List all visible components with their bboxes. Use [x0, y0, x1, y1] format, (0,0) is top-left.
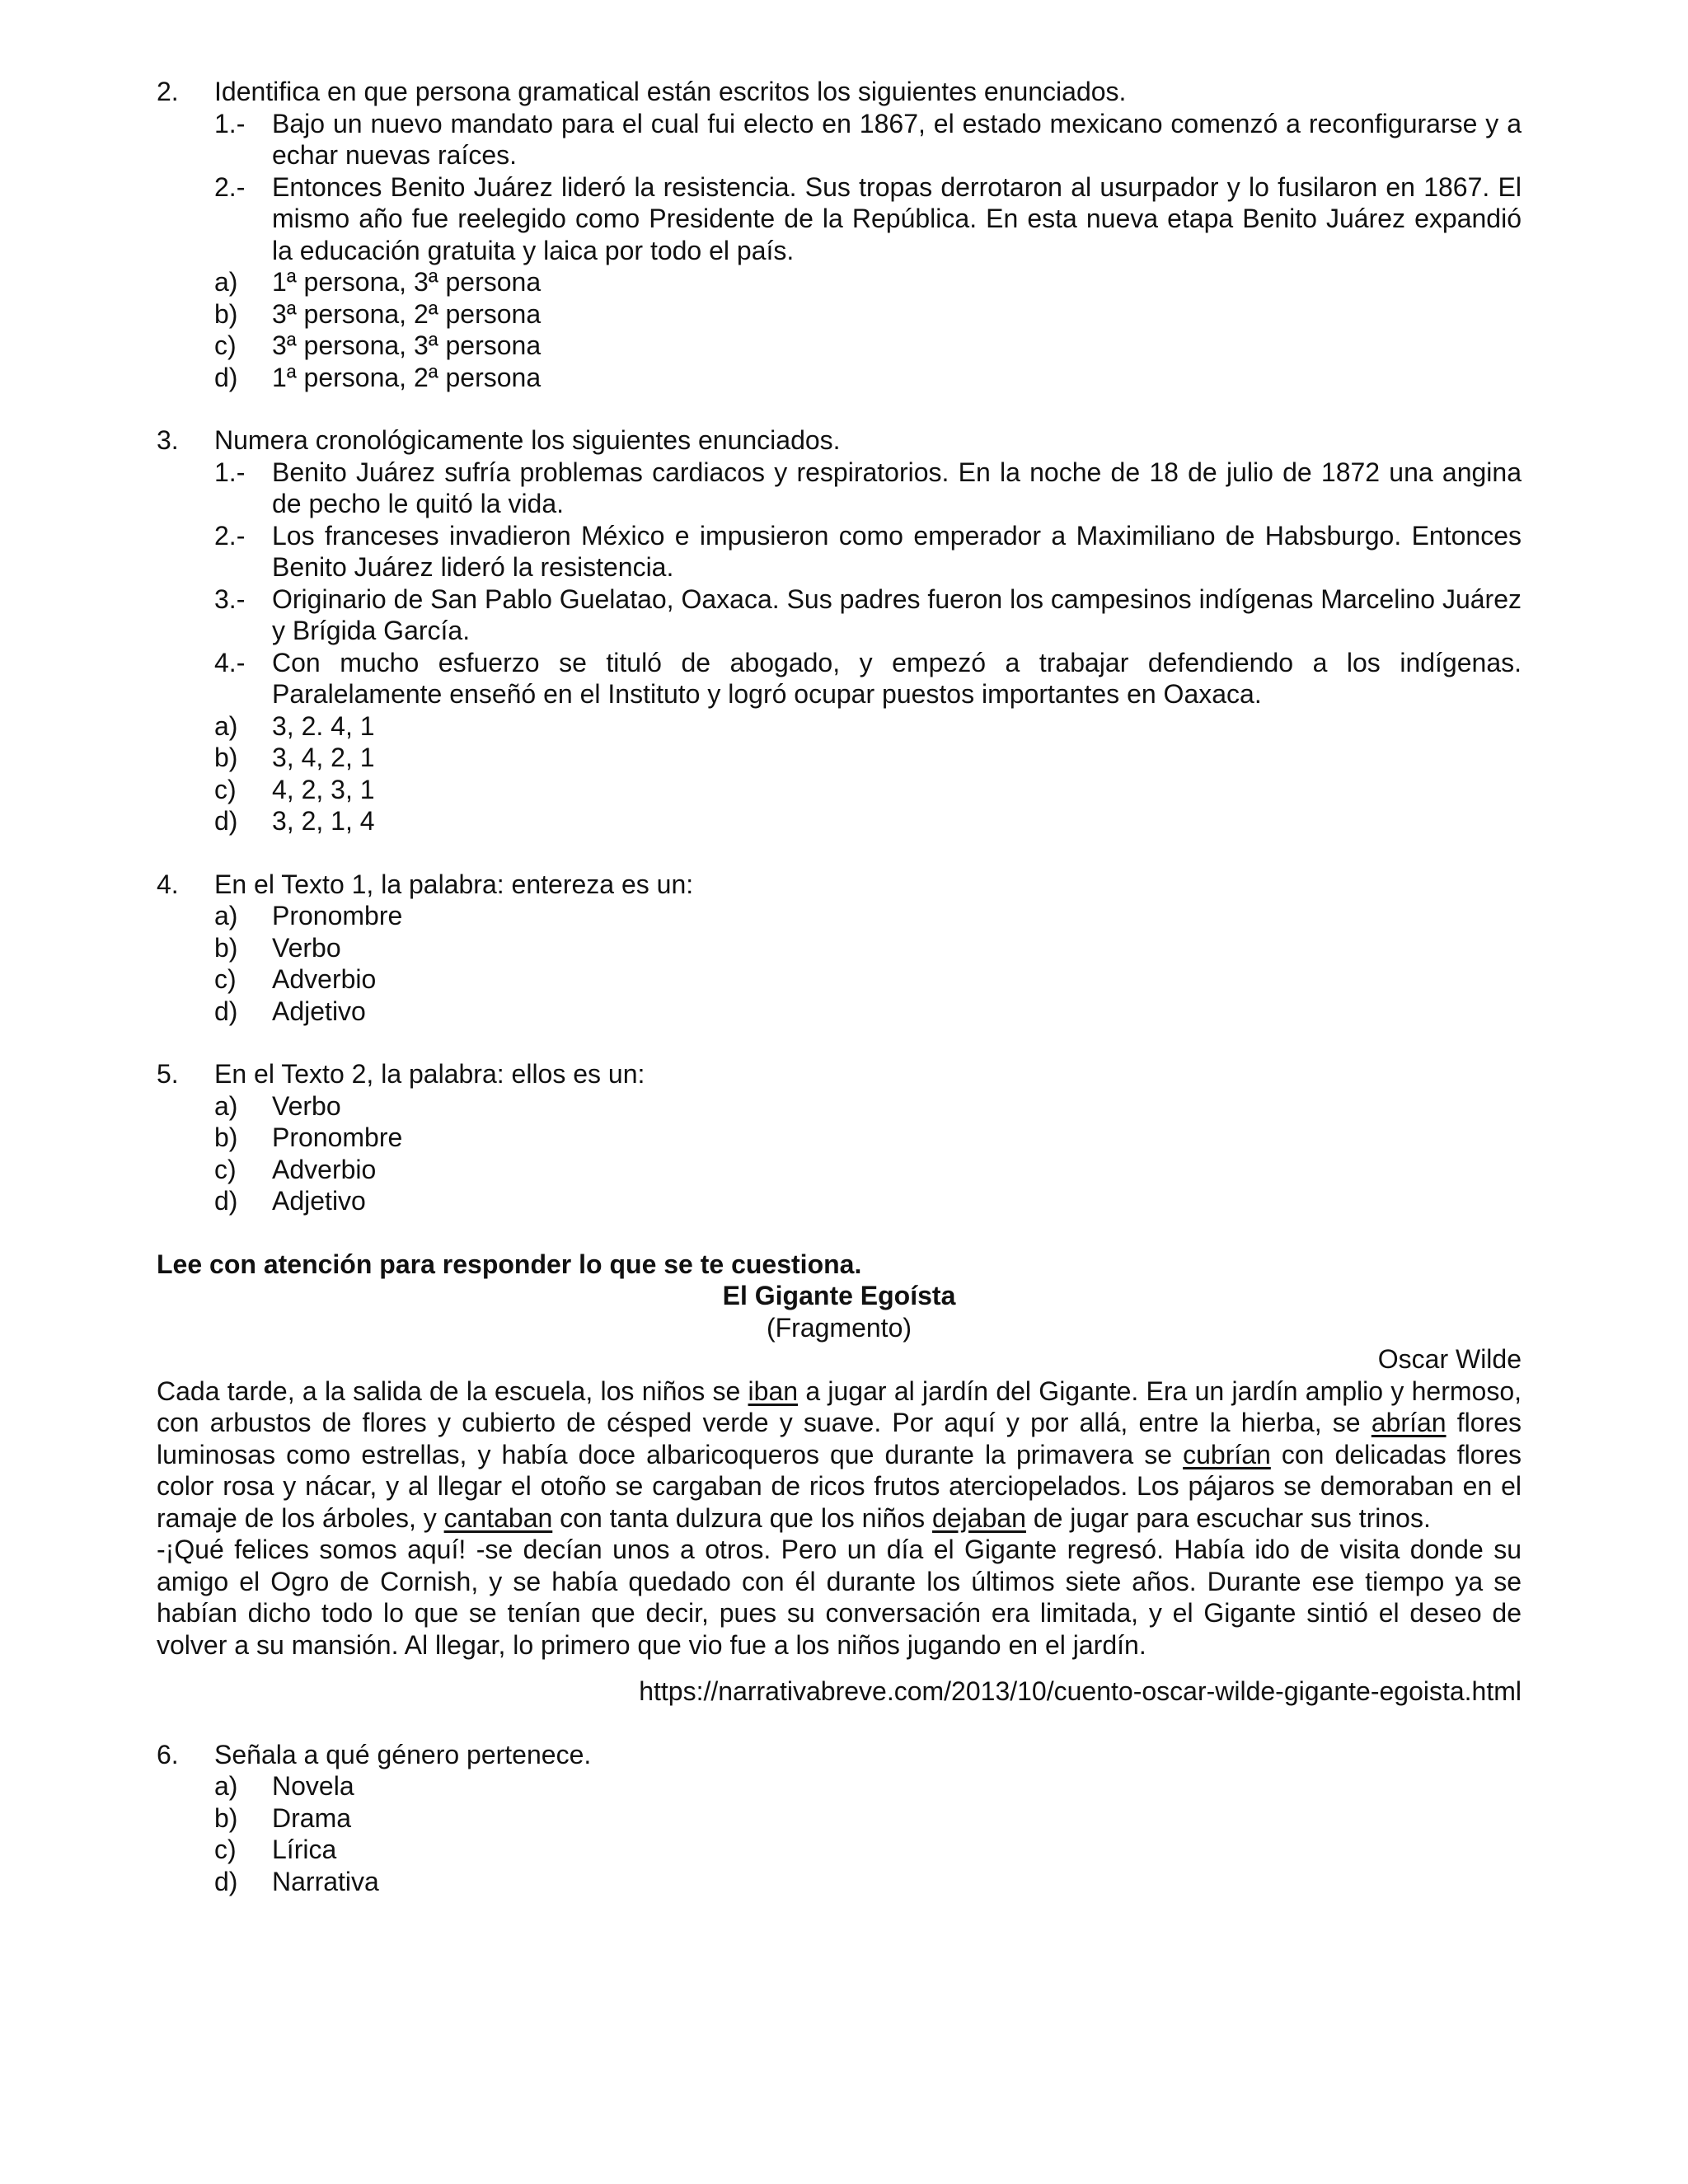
option-label: d) — [214, 1866, 238, 1896]
option-label: c) — [214, 330, 237, 360]
option-label: b) — [214, 743, 238, 772]
option-label: a) — [214, 1090, 238, 1121]
option-label: c) — [214, 774, 237, 804]
story-paragraph-2: -¡Qué felices somos aquí! -se decían unos a otros. Pero un día el Gigante regresó. Había ido de visita donde su amigo el Ogro de Cornish, y se había quedado con él durante los últimos siete años. Durante ese tiempo ya se habían dicho todo lo que se tenían que decir, pues su conversación era limitada, y el Gigante sintió el deseo de volver a su mansión. Al llegar, lo primero que vio fue a los niños jugando en el jardín. — [157, 1535, 1522, 1660]
statement-text: Benito Juárez sufría problemas cardiacos y respiratorios. En la noche de 18 de julio de 1872 una angina de pecho le quitó la vida. — [272, 457, 1522, 518]
story-author: Oscar Wilde — [1377, 1344, 1522, 1374]
answer-option — [157, 1090, 1522, 1122]
answer-option — [157, 266, 1522, 298]
question-number: 5. — [157, 1059, 179, 1089]
question-number: 6. — [157, 1739, 179, 1769]
option-text: Adverbio — [272, 964, 377, 994]
option-text: 3ª persona, 3ª persona — [272, 330, 542, 360]
text-run: con delicadas flores color rosa y nácar, y al llegar el otoño se cargaban de ricos frutos aterciopelados. Los pájaros se demoraban en el ramaje de los árboles, y — [157, 1439, 1522, 1533]
statement — [157, 108, 1522, 171]
option-text: Verbo — [272, 1090, 341, 1121]
option-text: 1ª persona, 3ª persona — [272, 267, 542, 297]
option-label: c) — [214, 1835, 237, 1864]
underlined-word: cubrían — [1183, 1439, 1271, 1469]
story-subtitle: (Fragmento) — [766, 1312, 912, 1343]
statement-text: Los franceses invadieron México e impusieron como emperador a Maximiliano de Habsburgo. Entonces Benito Juárez lideró la resistencia. — [272, 520, 1522, 582]
option-label: b) — [214, 1802, 238, 1833]
option-text: 3, 2. 4, 1 — [272, 710, 375, 741]
answer-option — [157, 1834, 1522, 1866]
question-prompt: En el Texto 1, la palabra: entereza es un: — [214, 869, 694, 899]
option-text: Adjetivo — [272, 1186, 366, 1216]
statement-label: 4.- — [214, 647, 246, 677]
option-text: 3, 4, 2, 1 — [272, 743, 375, 772]
statement-label: 1.- — [214, 457, 246, 487]
question-6 — [157, 1739, 1522, 1898]
answer-option — [157, 1866, 1522, 1898]
answer-option — [157, 963, 1522, 996]
statement — [157, 171, 1522, 267]
text-run: de jugar para escuchar sus trinos. — [1025, 1502, 1431, 1533]
statement-text: Con mucho esfuerzo se tituló de abogado, y empezó a trabajar defendiendo a los indígenas. Paralelamente enseñó en el Instituto y logró ocupar puestos importantes en Oaxaca. — [272, 647, 1522, 709]
statement-label: 3.- — [214, 583, 246, 614]
statement — [157, 520, 1522, 583]
source-url: https://narrativabreve.com/2013/10/cuento-oscar-wilde-gigante-egoista.html — [639, 1676, 1522, 1706]
option-label: b) — [214, 932, 238, 963]
answer-option — [157, 900, 1522, 932]
answer-option — [157, 298, 1522, 330]
exam-page — [157, 76, 1522, 1929]
option-text: Novela — [272, 1771, 354, 1801]
question-number: 2. — [157, 77, 179, 106]
option-label: c) — [214, 1154, 237, 1184]
answer-option — [157, 996, 1522, 1028]
question-prompt: Identifica en que persona gramatical están escritos los siguientes enunciados. — [214, 77, 1127, 106]
underlined-word: dejaban — [932, 1502, 1026, 1533]
statement — [157, 583, 1522, 647]
statement-label: 2.- — [214, 171, 246, 202]
option-label: d) — [214, 362, 238, 392]
option-label: a) — [214, 1771, 238, 1801]
option-text: Narrativa — [272, 1866, 379, 1896]
option-text: 3, 2, 1, 4 — [272, 806, 375, 836]
answer-option — [157, 710, 1522, 743]
option-text: Drama — [272, 1802, 352, 1833]
reading-instruction: Lee con atención para responder lo que se te cuestiona. — [157, 1249, 862, 1279]
option-label: d) — [214, 996, 238, 1026]
option-label: c) — [214, 964, 237, 994]
answer-option — [157, 362, 1522, 394]
text-run: Cada tarde, a la salida de la escuela, los niños se — [157, 1376, 748, 1406]
answer-option — [157, 1185, 1522, 1217]
question-prompt: Numera cronológicamente los siguientes enunciados. — [214, 425, 841, 455]
text-run: a jugar al jardín del Gigante. Era un jardín amplio y hermoso, con arbustos de flores y cubierto de césped verde y suave. Por aquí y por allá, entre la hierba, se — [157, 1376, 1522, 1437]
statement-label: 1.- — [214, 108, 246, 138]
question-prompt: En el Texto 2, la palabra: ellos es un: — [214, 1059, 645, 1089]
option-label: d) — [214, 1186, 238, 1216]
underlined-word: iban — [748, 1376, 799, 1406]
option-text: Pronombre — [272, 901, 403, 930]
option-text: Lírica — [272, 1835, 337, 1864]
answer-option — [157, 1770, 1522, 1802]
question-4 — [157, 869, 1522, 1028]
option-text: Pronombre — [272, 1122, 403, 1152]
question-2 — [157, 76, 1522, 393]
underlined-word: cantaban — [443, 1502, 553, 1533]
text-run: con tanta dulzura que los niños — [552, 1502, 933, 1533]
answer-option — [157, 1802, 1522, 1835]
question-number: 4. — [157, 869, 179, 899]
option-text: Adjetivo — [272, 996, 366, 1026]
story-paragraph-1 — [157, 1376, 1522, 1535]
reading-section — [157, 1249, 1522, 1708]
option-label: b) — [214, 298, 238, 329]
statement — [157, 457, 1522, 520]
statement — [157, 647, 1522, 710]
option-text: Adverbio — [272, 1154, 377, 1184]
question-3 — [157, 424, 1522, 837]
text-run: flores luminosas como estrellas, y había doce albaricoqueros que durante la primavera se — [157, 1408, 1522, 1469]
statement-text: Entonces Benito Juárez lideró la resistencia. Sus tropas derrotaron al usurpador y lo fusilaron en 1867. El mismo año fue reelegido como Presidente de la República. En esta nueva etapa Benito Juárez expandió la educación gratuita y laica por todo el país. — [272, 171, 1522, 265]
statement-text: Originario de San Pablo Guelatao, Oaxaca. Sus padres fueron los campesinos indígenas Marcelino Juárez y Brígida García. — [272, 583, 1522, 645]
option-text: 3ª persona, 2ª persona — [272, 298, 542, 329]
option-label: a) — [214, 267, 238, 297]
option-label: a) — [214, 901, 238, 930]
answer-option — [157, 330, 1522, 362]
answer-option — [157, 742, 1522, 774]
answer-option — [157, 774, 1522, 806]
answer-option — [157, 1122, 1522, 1154]
option-label: b) — [214, 1122, 238, 1152]
option-text: Verbo — [272, 932, 341, 963]
question-5 — [157, 1058, 1522, 1217]
answer-option — [157, 1154, 1522, 1186]
statement-label: 2.- — [214, 520, 246, 551]
answer-option — [157, 932, 1522, 964]
question-number: 3. — [157, 425, 179, 455]
option-label: d) — [214, 806, 238, 836]
option-text: 4, 2, 3, 1 — [272, 774, 375, 804]
underlined-word: abrían — [1371, 1408, 1447, 1437]
option-label: a) — [214, 710, 238, 741]
answer-option — [157, 805, 1522, 837]
statement-text: Bajo un nuevo mandato para el cual fui electo en 1867, el estado mexicano comenzó a reconfigurarse y a echar nuevas raíces. — [272, 108, 1522, 170]
story-title: El Gigante Egoísta — [722, 1281, 956, 1310]
option-text: 1ª persona, 2ª persona — [272, 362, 542, 392]
question-prompt: Señala a qué género pertenece. — [214, 1739, 592, 1769]
